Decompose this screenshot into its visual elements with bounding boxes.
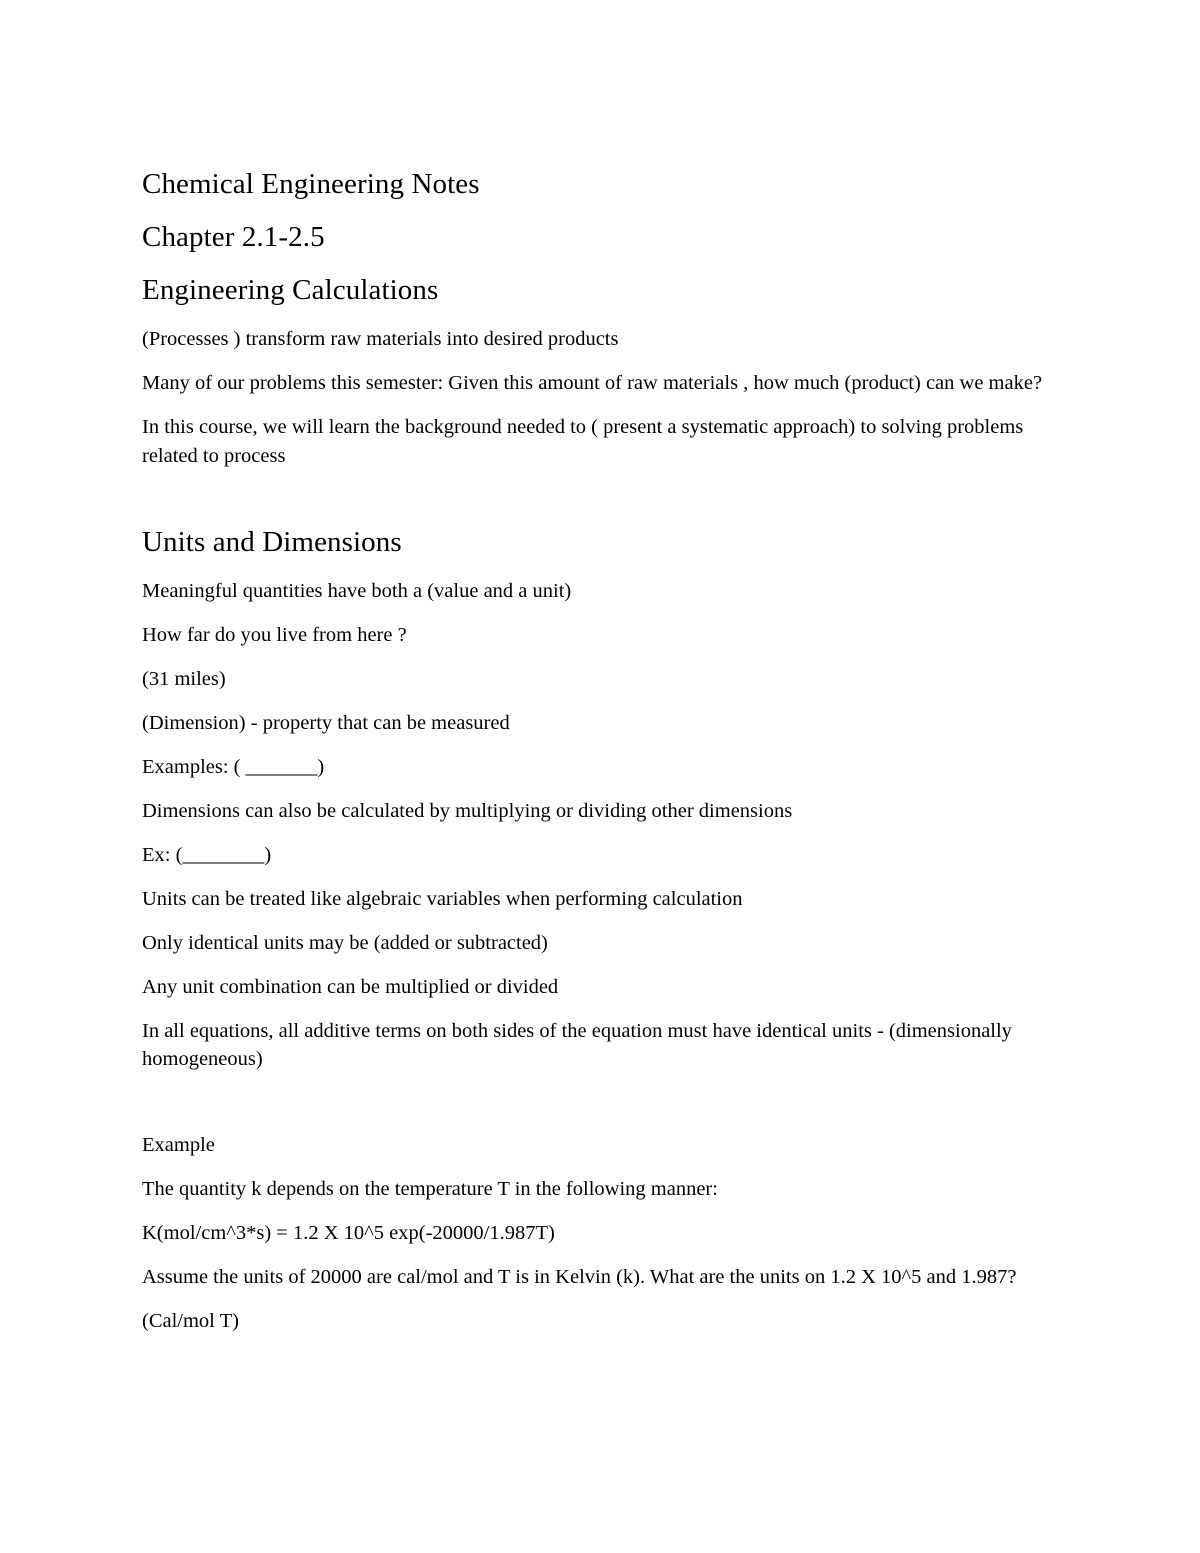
paragraph: (Dimension) - property that can be measured <box>142 711 510 734</box>
paragraph: (31 miles) <box>142 667 226 690</box>
section-heading-units-and-dimensions: Units and Dimensions <box>142 525 402 558</box>
paragraph: Examples: ( _______) <box>142 755 325 778</box>
spacer <box>142 486 1062 524</box>
paragraph: In all equations, all additive terms on both sides of the equation must have identical units - (dimensionally homogeneous) <box>142 1019 1012 1070</box>
paragraph: Meaningful quantities have both a (value and a unit) <box>142 579 572 602</box>
paragraph: How far do you live from here ? <box>142 623 407 646</box>
paragraph: Any unit combination can be multiplied or divided <box>142 975 559 998</box>
document-title: Chemical Engineering Notes <box>142 168 480 200</box>
paragraph: Only identical units may be (added or subtracted) <box>142 931 548 954</box>
paragraph: (Processes ) transform raw materials into desired products <box>142 328 619 350</box>
paragraph: Assume the units of 20000 are cal/mol and T is in Kelvin (k). What are the units on 1.2 X 10^5 and 1.987? <box>142 1266 1017 1288</box>
chapter-heading: Chapter 2.1-2.5 <box>142 221 325 253</box>
paragraph: Units can be treated like algebraic variables when performing calculation <box>142 887 743 910</box>
spacer <box>142 1089 1062 1131</box>
document-content <box>142 166 1062 1351</box>
section-heading-engineering-calculations: Engineering Calculations <box>142 274 439 306</box>
paragraph: (Cal/mol T) <box>142 1310 239 1332</box>
example-label: Example <box>142 1134 215 1156</box>
paragraph: Ex: (________) <box>142 843 272 866</box>
paragraph: Dimensions can also be calculated by multiplying or dividing other dimensions <box>142 799 793 822</box>
equation: K(mol/cm^3*s) = 1.2 X 10^5 exp(-20000/1.987T) <box>142 1222 555 1244</box>
paragraph: The quantity k depends on the temperature T in the following manner: <box>142 1178 718 1200</box>
paragraph: In this course, we will learn the background needed to ( present a systematic approach) to solving problems related to process <box>142 416 1024 467</box>
paragraph: Many of our problems this semester: Given this amount of raw materials , how much (product) can we make? <box>142 372 1043 394</box>
